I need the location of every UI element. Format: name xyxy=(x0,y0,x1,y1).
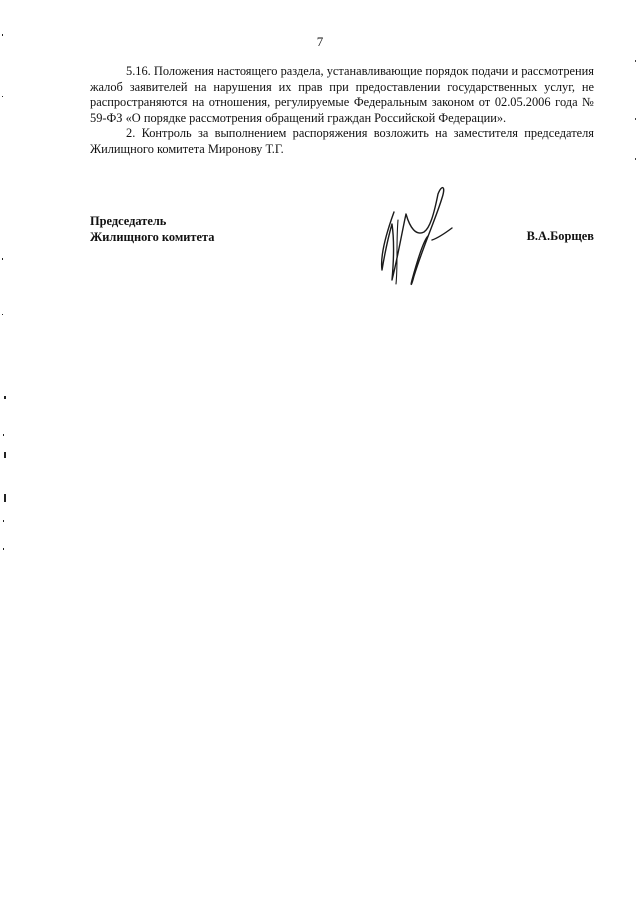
body-text xyxy=(90,64,594,158)
page-number: 7 xyxy=(316,34,324,49)
signer-name: В.А.Борщев xyxy=(526,229,594,243)
signatory-title-line1: Председатель xyxy=(90,214,167,228)
handwritten-signature xyxy=(372,184,462,292)
signatory-title-line2: Жилищного комитета xyxy=(90,230,215,244)
left-margin-scan-marks xyxy=(0,0,12,905)
signatory-title xyxy=(90,213,214,245)
paragraph-2: 2. Контроль за выполнением распоряжения возложить на заместителя председателя Жилищного комитета Миронову Т.Г. xyxy=(90,126,594,156)
right-margin-scan-marks xyxy=(630,0,640,905)
paragraph-5-16: 5.16. Положения настоящего раздела, устанавливающие порядок подачи и рассмотрения жалоб заявителей на нарушения их прав при предоставлении государственных услуг, не распространяются на отношения, регулируемые Федеральным законом от 02.05.2006 года № 59-ФЗ «О порядке рассмотрения обращений граждан Российской Федерации». xyxy=(90,64,594,125)
